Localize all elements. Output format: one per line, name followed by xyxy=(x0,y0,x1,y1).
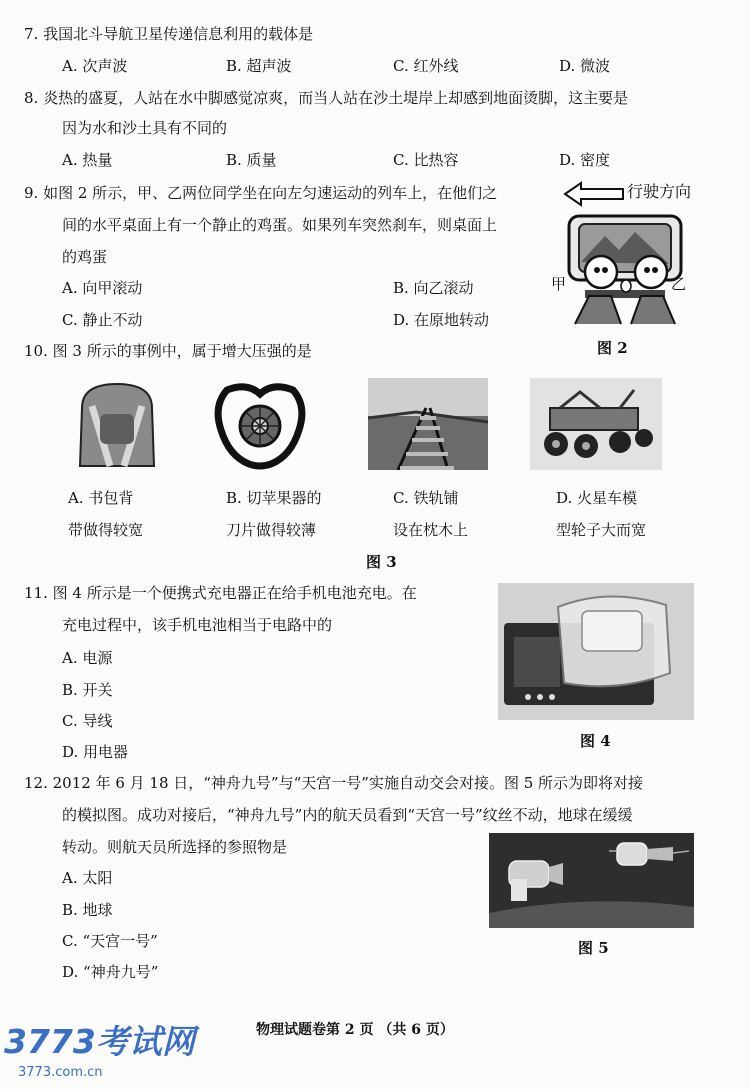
q11-option-b: B. 开关 xyxy=(62,681,113,699)
q12-stem-line1: 12. 2012 年 6 月 18 日，“神舟九号”与“天宫一号”实施自动交会对接。图 5 所示为即将对接 xyxy=(24,774,644,792)
q10-option-d-line1: D. 火星车模 xyxy=(556,489,638,507)
backpack-icon xyxy=(70,378,164,472)
q9-option-a: A. 向甲滚动 xyxy=(62,279,143,297)
q10-stem: 10. 图 3 所示的事例中，属于增大压强的是 xyxy=(24,342,312,360)
q7-option-d: D. 微波 xyxy=(559,57,611,75)
person-yi-label: 乙 xyxy=(671,275,687,293)
q11-stem-line2: 充电过程中，该手机电池相当于电路中的 xyxy=(62,616,333,634)
page-footer: 物理试题卷第 2 页 （共 6 页） xyxy=(256,1022,454,1038)
q10-option-b-line2: 刀片做得较薄 xyxy=(226,521,317,539)
figure-4-caption: 图 4 xyxy=(580,732,611,750)
mars-rover-image xyxy=(530,378,662,470)
q11-option-a: A. 电源 xyxy=(62,649,113,667)
q9-stem-line3: 的鸡蛋 xyxy=(62,248,108,266)
q8-stem-line2: 因为水和沙土具有不同的 xyxy=(62,119,228,137)
q8-option-d: D. 密度 xyxy=(559,151,611,169)
q7-stem: 7. 我国北斗导航卫星传递信息利用的载体是 xyxy=(24,25,314,43)
person-jia-label: 甲 xyxy=(551,275,567,293)
train-window-icon xyxy=(555,212,690,330)
q12-option-c: C. “天宫一号” xyxy=(62,932,158,950)
apple-cutter-image xyxy=(213,380,307,472)
q12-option-b: B. 地球 xyxy=(62,901,113,919)
railway-track-icon xyxy=(368,378,488,470)
q9-option-c: C. 静止不动 xyxy=(62,311,143,329)
q10-option-d-line2: 型轮子大而宽 xyxy=(556,521,647,539)
watermark-logo: 3773考试网 xyxy=(4,1022,195,1061)
q10-option-a-line1: A. 书包背 xyxy=(68,489,134,507)
docking-simulation-image xyxy=(489,833,694,928)
apple-cutter-icon xyxy=(213,380,307,472)
q7-option-b: B. 超声波 xyxy=(226,57,292,75)
q12-stem-line3: 转动。则航天员所选择的参照物是 xyxy=(62,838,288,856)
q9-option-b: B. 向乙滚动 xyxy=(393,279,474,297)
direction-arrow-figure xyxy=(563,178,733,210)
q12-option-a: A. 太阳 xyxy=(62,869,113,887)
figure-5-caption: 图 5 xyxy=(578,939,609,957)
q8-option-b: B. 质量 xyxy=(226,151,277,169)
figure-3-caption: 图 3 xyxy=(366,553,397,571)
left-arrow-icon xyxy=(563,181,625,207)
q10-option-c-line1: C. 铁轨铺 xyxy=(393,489,459,507)
q8-option-a: A. 热量 xyxy=(62,151,113,169)
q9-stem-line1: 9. 如图 2 所示，甲、乙两位同学坐在向左匀速运动的列车上，在他们之 xyxy=(24,184,498,202)
q12-option-d: D. “神舟九号” xyxy=(62,963,159,981)
train-passengers-illustration xyxy=(551,212,690,330)
q7-option-c: C. 红外线 xyxy=(393,57,459,75)
q11-option-c: C. 导线 xyxy=(62,712,113,730)
phone-charger-image xyxy=(498,583,694,720)
figure-2-caption: 图 2 xyxy=(597,339,628,357)
q8-option-c: C. 比热容 xyxy=(393,151,459,169)
battery-charger-icon xyxy=(498,583,694,720)
watermark-url: 3773.com.cn xyxy=(18,1065,103,1080)
q11-option-d: D. 用电器 xyxy=(62,743,129,761)
mars-rover-icon xyxy=(530,378,662,470)
q8-stem-line1: 8. 炎热的盛夏，人站在水中脚感觉凉爽，而当人站在沙土堤岸上却感到地面烫脚，这主要是 xyxy=(24,89,629,107)
railway-track-image xyxy=(368,378,488,470)
q10-option-a-line2: 带做得较宽 xyxy=(68,521,144,539)
spacecraft-docking-icon xyxy=(489,833,694,928)
direction-label: 行驶方向 xyxy=(627,182,692,201)
q11-stem-line1: 11. 图 4 所示是一个便携式充电器正在给手机电池充电。在 xyxy=(24,584,417,602)
q12-stem-line2: 的模拟图。成功对接后，“神舟九号”内的航天员看到“天宫一号”纹丝不动，地球在缓缓 xyxy=(62,806,633,824)
q9-stem-line2: 间的水平桌面上有一个静止的鸡蛋。如果列车突然刹车，则桌面上 xyxy=(62,216,498,234)
q10-option-c-line2: 设在枕木上 xyxy=(393,521,469,539)
backpack-image xyxy=(70,378,164,472)
q9-option-d: D. 在原地转动 xyxy=(393,311,490,329)
q10-option-b-line1: B. 切苹果器的 xyxy=(226,489,322,507)
q7-option-a: A. 次声波 xyxy=(62,57,128,75)
